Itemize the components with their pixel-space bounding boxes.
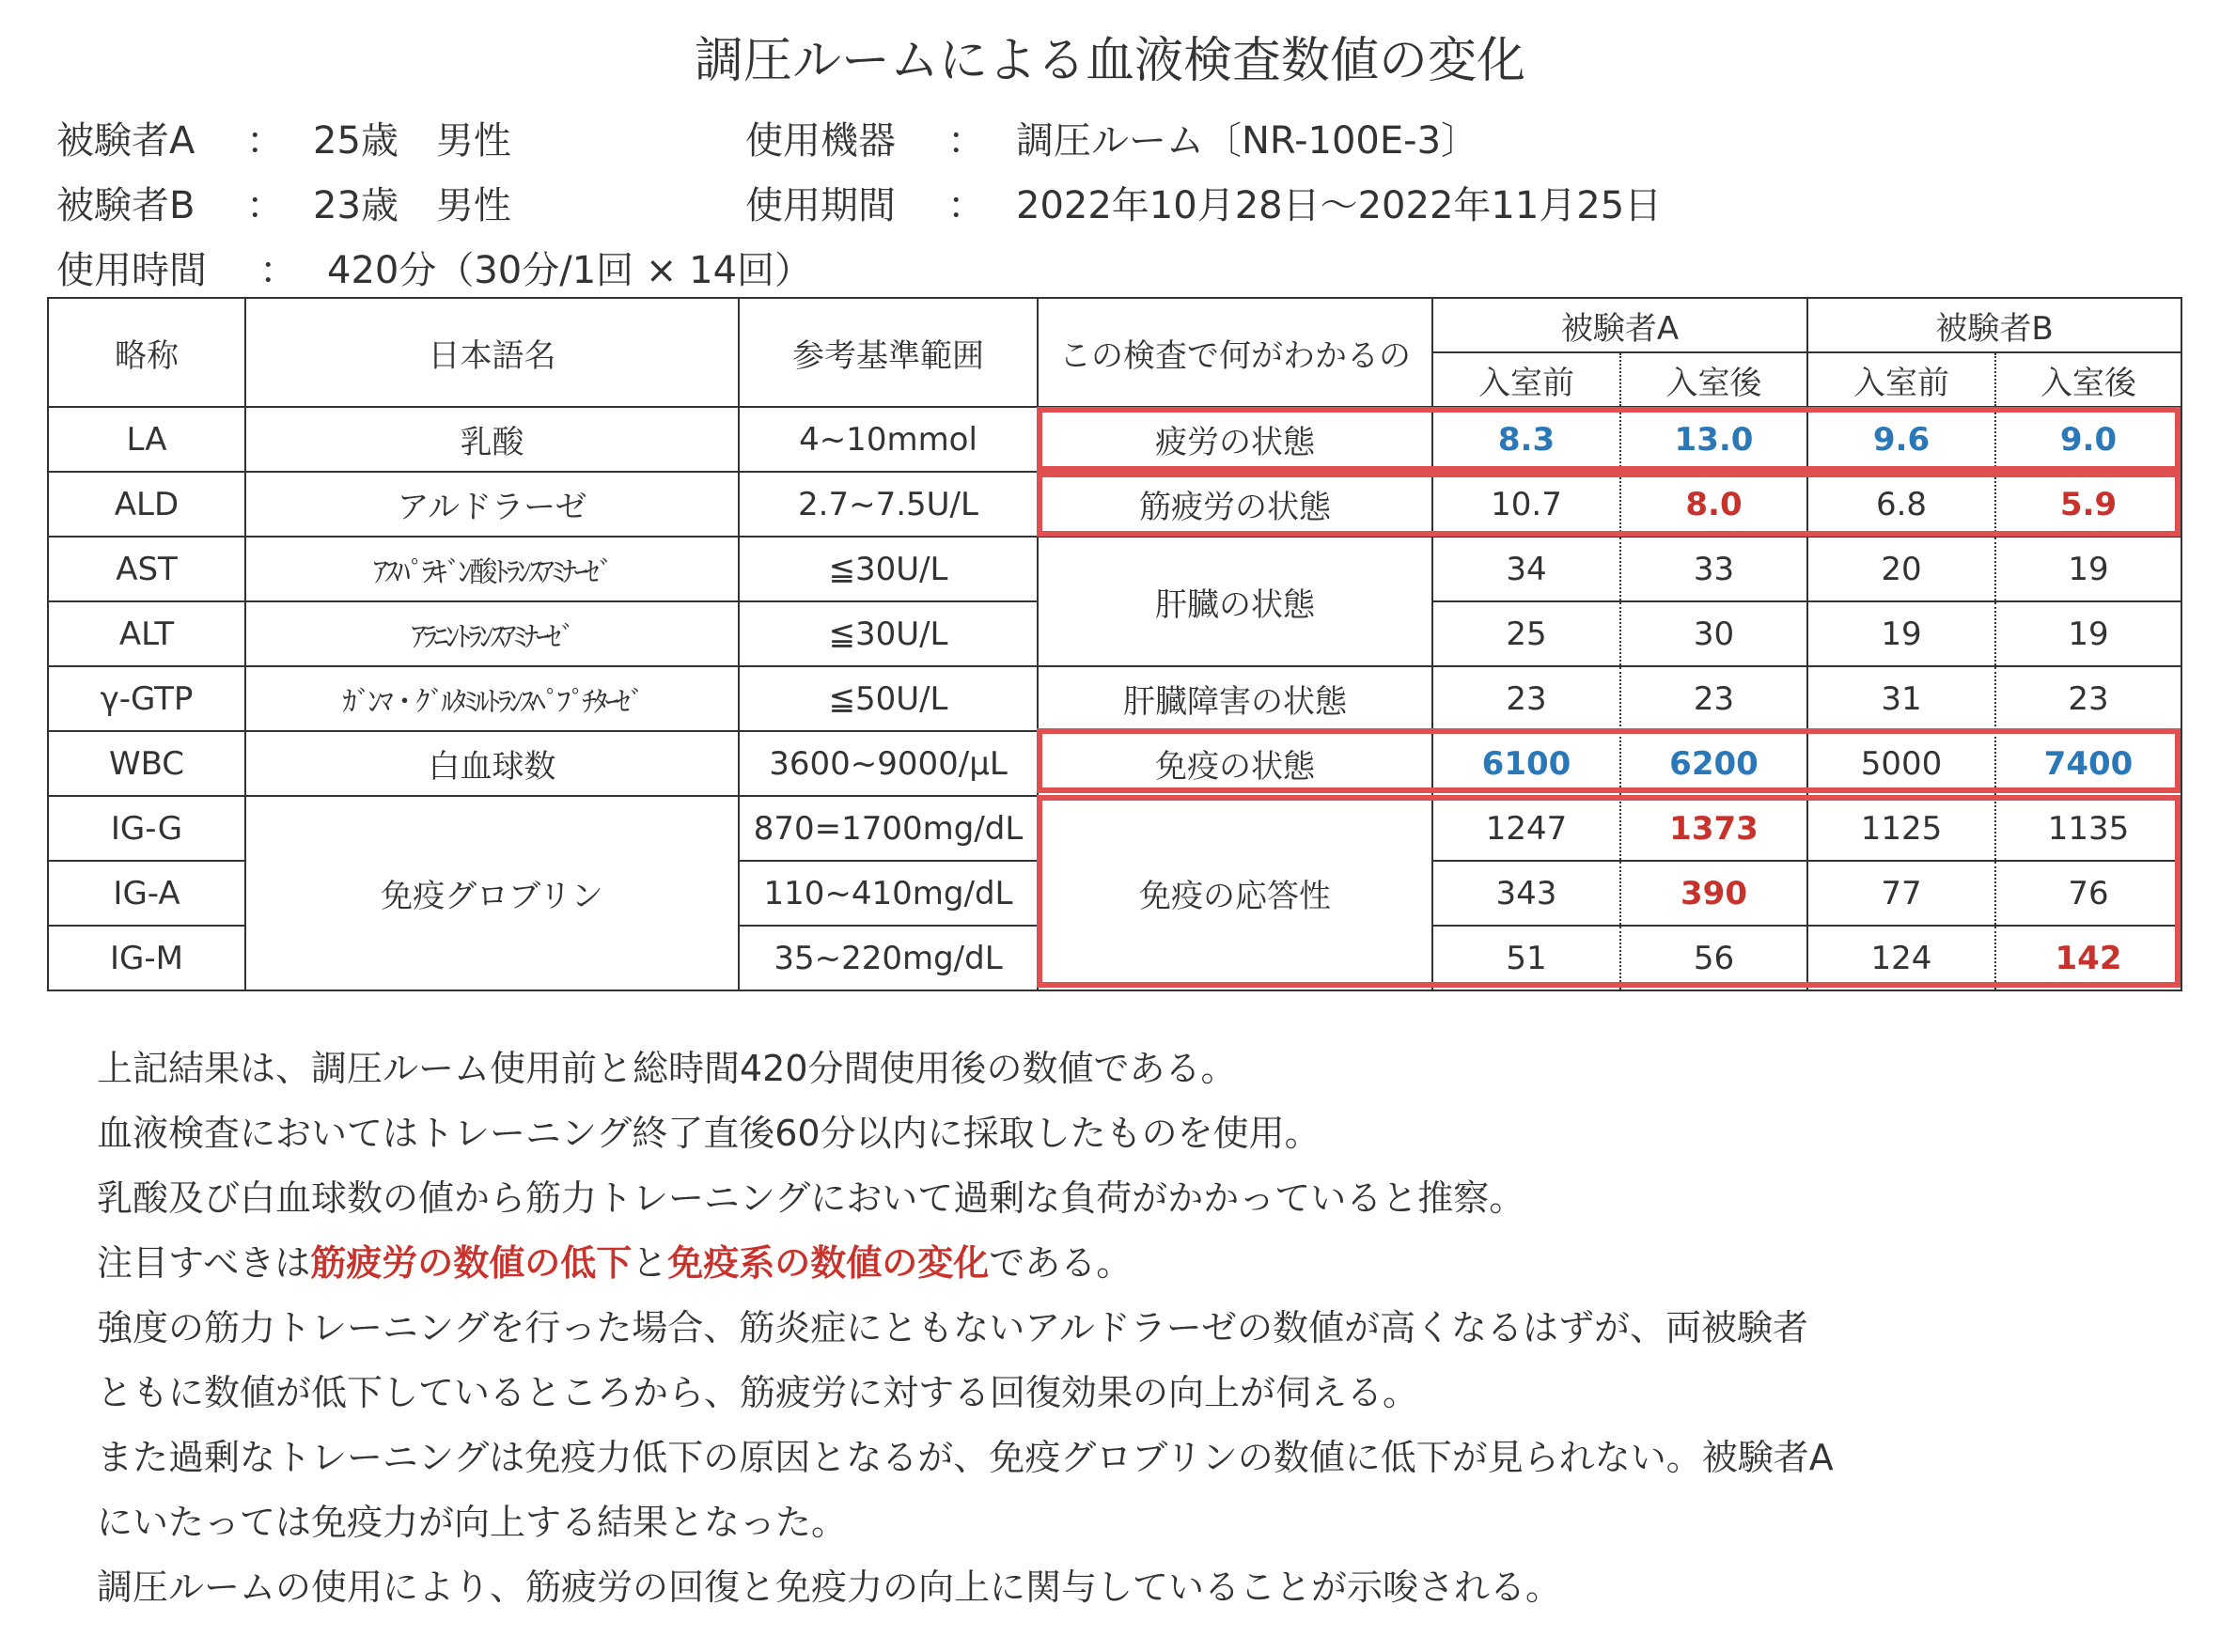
value-cell: 23 [1432, 666, 1620, 731]
range-cell: 110~410mg/dL [739, 861, 1038, 926]
value-cell: 8.3 [1432, 407, 1620, 472]
meaning-cell: 筋疲労の状態 [1038, 472, 1432, 537]
header-a-before: 入室前 [1432, 352, 1620, 407]
table-row [48, 731, 2181, 796]
emphasis-text: 免疫系の数値の変化 [667, 1242, 990, 1284]
value-cell: 5000 [1807, 731, 1995, 796]
value-cell: 30 [1620, 601, 1807, 666]
abbr-cell: IG-A [48, 861, 245, 926]
meaning-cell: 肝臓障害の状態 [1038, 666, 1432, 731]
value-cell: 9.6 [1807, 407, 1995, 472]
header-range: 参考基準範囲 [739, 298, 1038, 407]
abbr-cell: IG-M [48, 926, 245, 990]
colon: ： [947, 184, 985, 227]
abbr-cell: IG-G [48, 796, 245, 861]
abbr-cell: AST [48, 537, 245, 601]
value-cell: 19 [1995, 537, 2181, 601]
colon: ： [246, 184, 284, 227]
colon: ： [259, 249, 297, 292]
table-row [48, 666, 2181, 731]
note-text: である。 [989, 1242, 1133, 1284]
note-line: 強度の筋力トレーニングを行った場合、筋炎症にともないアルドラーゼの数値が高くなるはずが、両被験者 [97, 1307, 1808, 1348]
value-cell: 13.0 [1620, 407, 1807, 472]
range-cell: 870=1700mg/dL [739, 796, 1038, 861]
note-line: また過剰なトレーニングは免疫力低下の原因となるが、免疫グロブリンの数値に低下が見られない。被験者A [97, 1437, 1834, 1478]
value-cell: 5.9 [1995, 472, 2181, 537]
blood-test-table-wrap [47, 297, 2182, 991]
usage-time-label: 使用時間 [56, 249, 207, 292]
jp-name-cell: ｱｽﾊﾟﾗｷﾞﾝ酸ﾄﾗﾝｽｱﾐﾅｰｾﾞ [245, 537, 739, 601]
value-cell: 56 [1620, 926, 1807, 990]
value-cell: 1373 [1620, 796, 1807, 861]
note-line: 乳酸及び白血球数の値から筋力トレーニングにおいて過剰な負荷がかかっていると推察。 [97, 1177, 1525, 1219]
value-cell: 19 [1995, 601, 2181, 666]
abbr-cell: γ-GTP [48, 666, 245, 731]
value-cell: 76 [1995, 861, 2181, 926]
notes-block [97, 1045, 2183, 1629]
value-cell: 25 [1432, 601, 1620, 666]
value-cell: 19 [1807, 601, 1995, 666]
table-row [48, 407, 2181, 472]
note-text: と [632, 1242, 668, 1284]
value-cell: 343 [1432, 861, 1620, 926]
value-cell: 23 [1620, 666, 1807, 731]
colon: ： [947, 119, 985, 163]
abbr-cell: ALD [48, 472, 245, 537]
range-cell: 4~10mmol [739, 407, 1038, 472]
value-cell: 23 [1995, 666, 2181, 731]
header-subject-b: 被験者B [1807, 298, 2181, 352]
device-value: 調圧ルーム〔NR-100E-3〕 [1016, 119, 1479, 163]
range-cell: 35~220mg/dL [739, 926, 1038, 990]
header-row [48, 298, 2181, 352]
subject-a-label: 被験者A [56, 119, 195, 163]
period-value: 2022年10月28日～2022年11月25日 [1016, 184, 1663, 227]
value-cell: 77 [1807, 861, 1995, 926]
jp-name-cell: アルドラーゼ [245, 472, 739, 537]
emphasis-text: 筋疲労の数値の低下 [310, 1242, 633, 1284]
table-row [48, 796, 2181, 861]
subject-b-label: 被験者B [56, 184, 195, 227]
value-cell: 20 [1807, 537, 1995, 601]
jp-name-cell: 白血球数 [245, 731, 739, 796]
usage-time-value: 420分（30分/1回 × 14回） [327, 249, 813, 292]
note-line-emphasis [97, 1239, 2183, 1304]
value-cell: 124 [1807, 926, 1995, 990]
value-cell: 6.8 [1807, 472, 1995, 537]
page-title: 調圧ルームによる血液検査数値の変化 [694, 33, 1525, 89]
value-cell: 8.0 [1620, 472, 1807, 537]
value-cell: 9.0 [1995, 407, 2181, 472]
header-meaning: この検査で何がわかるの [1038, 298, 1432, 407]
note-line: 血液検査においてはトレーニング終了直後60分以内に採取したものを使用。 [97, 1113, 1321, 1154]
colon: ： [246, 119, 284, 163]
value-cell: 31 [1807, 666, 1995, 731]
header-b-after: 入室後 [1995, 352, 2181, 407]
range-cell: 3600~9000/μL [739, 731, 1038, 796]
header-a-after: 入室後 [1620, 352, 1807, 407]
subject-b-value: 23歳 男性 [313, 184, 511, 227]
header-jp-name: 日本語名 [245, 298, 739, 407]
range-cell: ≦30U/L [739, 537, 1038, 601]
jp-name-cell: ｶﾞﾝﾏ・ｸﾞﾙﾀﾐﾙﾄﾗﾝｽﾍﾟﾌﾟﾁﾀｰｾﾞ [245, 666, 739, 731]
range-cell: ≦50U/L [739, 666, 1038, 731]
table-row [48, 472, 2181, 537]
subject-a-value: 25歳 男性 [313, 119, 511, 163]
abbr-cell: ALT [48, 601, 245, 666]
jp-name-cell: 免疫グロブリン [245, 796, 739, 990]
meaning-cell: 免疫の状態 [1038, 731, 1432, 796]
header-abbr: 略称 [48, 298, 245, 407]
value-cell: 6100 [1432, 731, 1620, 796]
header-subject-a: 被験者A [1432, 298, 1807, 352]
value-cell: 6200 [1620, 731, 1807, 796]
period-label: 使用期間 [745, 184, 896, 227]
note-line: にいたっては免疫力が向上する結果となった。 [97, 1502, 848, 1543]
abbr-cell: LA [48, 407, 245, 472]
abbr-cell: WBC [48, 731, 245, 796]
value-cell: 51 [1432, 926, 1620, 990]
jp-name-cell: 乳酸 [245, 407, 739, 472]
value-cell: 1125 [1807, 796, 1995, 861]
blood-test-table [47, 297, 2182, 991]
range-cell: 2.7~7.5U/L [739, 472, 1038, 537]
value-cell: 390 [1620, 861, 1807, 926]
note-line: ともに数値が低下しているところから、筋疲労に対する回復効果の向上が伺える。 [97, 1372, 1419, 1413]
meaning-cell: 免疫の応答性 [1038, 796, 1432, 990]
value-cell: 142 [1995, 926, 2181, 990]
value-cell: 10.7 [1432, 472, 1620, 537]
meaning-cell: 肝臓の状態 [1038, 537, 1432, 666]
note-line: 調圧ルームの使用により、筋疲労の回復と免疫力の向上に関与していることが示唆される。 [97, 1566, 1562, 1608]
range-cell: ≦30U/L [739, 601, 1038, 666]
value-cell: 1135 [1995, 796, 2181, 861]
header-b-before: 入室前 [1807, 352, 1995, 407]
note-text: 注目すべきは [97, 1242, 311, 1284]
table-row [48, 537, 2181, 601]
value-cell: 34 [1432, 537, 1620, 601]
jp-name-cell: ｱﾗﾆﾝﾄﾗﾝｽｱﾐﾅｰｾﾞ [245, 601, 739, 666]
device-label: 使用機器 [745, 119, 896, 163]
value-cell: 7400 [1995, 731, 2181, 796]
meaning-cell: 疲労の状態 [1038, 407, 1432, 472]
note-line: 上記結果は、調圧ルーム使用前と総時間420分間使用後の数値である。 [97, 1048, 1237, 1089]
value-cell: 33 [1620, 537, 1807, 601]
value-cell: 1247 [1432, 796, 1620, 861]
